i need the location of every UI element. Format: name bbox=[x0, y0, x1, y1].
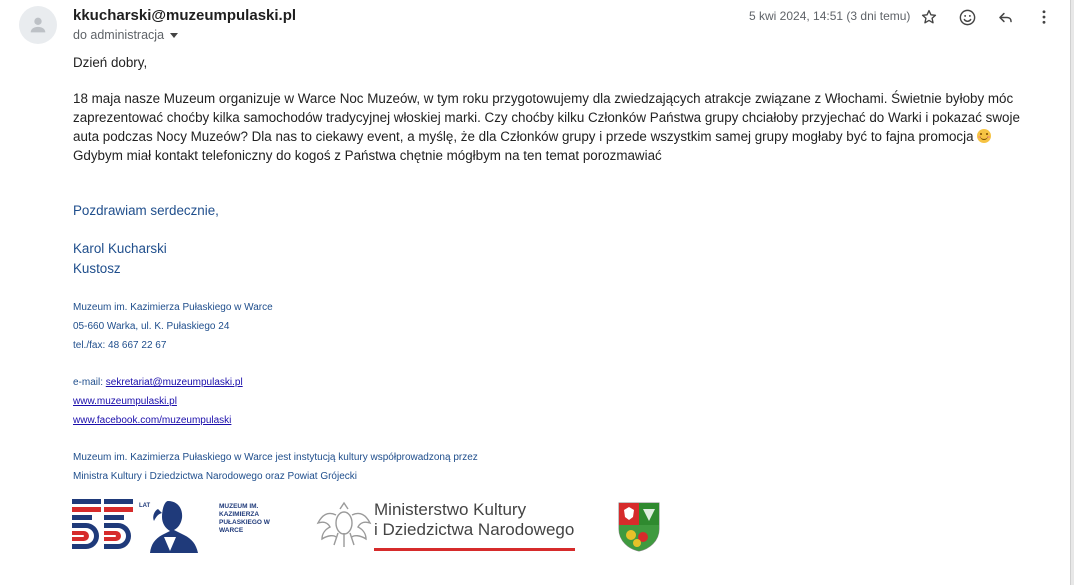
message-body-part2: Gdybym miał kontakt telefoniczny do kogoś z Państwa chętnie mógłbym na ten temat porozmawiać bbox=[73, 148, 662, 163]
signature-institution-line2: Ministra Kultury i Dziedzictwa Narodowego oraz Powiat Grójecki bbox=[73, 471, 357, 482]
signature-email-label: e-mail: bbox=[73, 377, 106, 388]
message-datetime: 5 kwi 2024, 14:51 (3 dni temu) bbox=[749, 9, 911, 23]
person-icon bbox=[27, 14, 49, 36]
signature-facebook-row bbox=[73, 415, 231, 426]
message-body-part1: 18 maja nasze Muzeum organizuje w Warce Noc Muzeów, w tym roku przygotowujemy dla zwiedzających atrakcje związane z Włochami. Świetnie byłoby móc zaprezentować choćby kilka samochodów tradycyjnej włoskiej marki. Czy choćby kilku Członków Państwa grupy chciałoby przyjechać do Warki i pokazać swoje auta podczas Nocy Muzeów? Dla nas to ciekawy event, a myślę, że dla Członków grupy i przede wszystkim samej grupy mogłaby być to fajna promocja bbox=[73, 91, 1020, 144]
signature-address-line2: 05-660 Warka, ul. K. Pułaskiego 24 bbox=[73, 321, 230, 332]
powiat-grojecki-crest-icon bbox=[617, 501, 661, 553]
signature-email-link[interactable]: sekretariat@muzeumpulaski.pl bbox=[105, 377, 243, 388]
ministry-logo-text bbox=[374, 500, 584, 540]
window-edge bbox=[1070, 0, 1074, 585]
sender-avatar[interactable] bbox=[19, 6, 57, 44]
message-greeting: Dzień dobry, bbox=[73, 55, 148, 70]
signature-name: Karol Kucharski bbox=[73, 241, 167, 256]
chevron-down-icon bbox=[170, 33, 178, 38]
sender-email: kkucharski@muzeumpulaski.pl bbox=[73, 7, 297, 24]
emoji-reaction-icon[interactable] bbox=[956, 6, 978, 28]
signature-role: Kustosz bbox=[73, 261, 121, 276]
signature-facebook-link[interactable]: www.facebook.com/muzeumpulaski bbox=[73, 415, 232, 426]
signature-address-line1: Muzeum im. Kazimierza Pułaskiego w Warce bbox=[73, 302, 273, 313]
star-icon[interactable] bbox=[918, 6, 940, 28]
smiling-face-emoji-icon bbox=[977, 129, 991, 143]
signature-institution-line1: Muzeum im. Kazimierza Pułaskiego w Warce jest instytucją kultury współprowadzoną przez bbox=[73, 452, 478, 463]
museum-logo-lat: LAT bbox=[139, 503, 151, 509]
museum-logo-text: MUZEUM IM. KAZIMIERZA PUŁASKIEGO W WARCE bbox=[219, 503, 270, 534]
recipient-toggle[interactable] bbox=[73, 28, 178, 42]
signature-email-row bbox=[73, 377, 243, 388]
ministry-logo-line2: i Dziedzictwa Narodowego bbox=[374, 520, 575, 539]
ministry-logo-line1: Ministerstwo Kultury bbox=[374, 500, 527, 519]
signature-regards: Pozdrawiam serdecznie, bbox=[73, 203, 219, 218]
more-vert-icon[interactable] bbox=[1033, 6, 1055, 28]
reply-icon[interactable] bbox=[994, 6, 1016, 28]
signature-phone: tel./fax: 48 667 22 67 bbox=[73, 340, 167, 351]
message-paragraph bbox=[73, 89, 1043, 165]
signature-website-link[interactable]: www.muzeumpulaski.pl bbox=[73, 396, 177, 407]
recipient-label: do administracja bbox=[73, 28, 165, 42]
signature-website-row bbox=[73, 396, 177, 407]
ministry-logo-underline bbox=[374, 548, 575, 551]
